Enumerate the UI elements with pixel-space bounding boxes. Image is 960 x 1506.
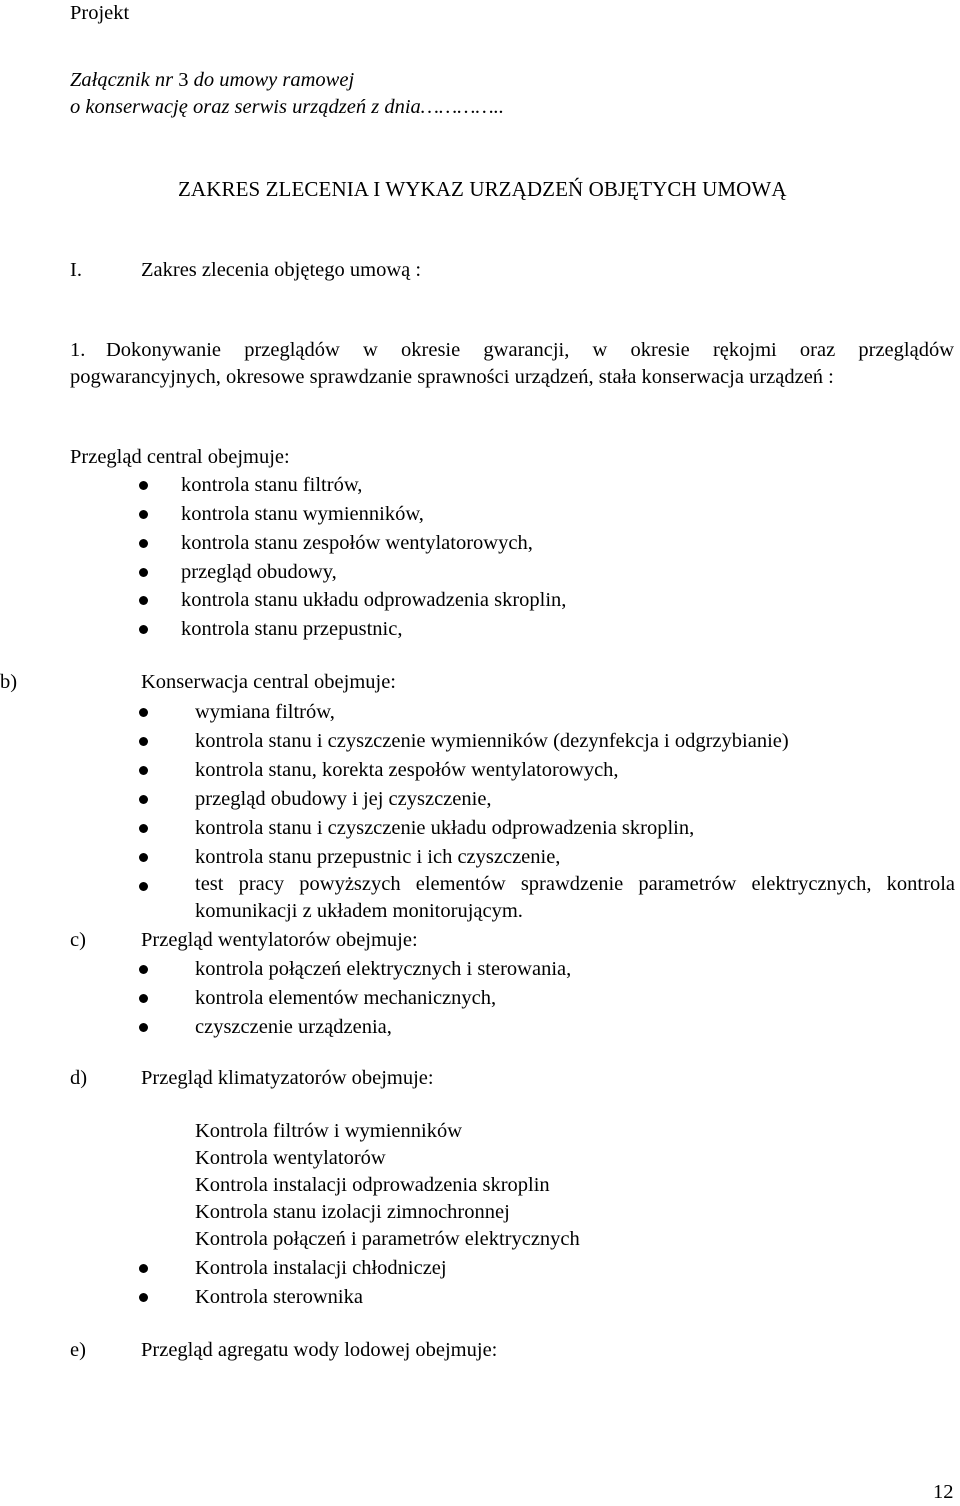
- section-heading: Zakres zlecenia objętego umową :: [141, 259, 422, 281]
- annex-label: Załącznik nr: [70, 69, 174, 91]
- section-label-e: e): [70, 1339, 86, 1361]
- bullet-icon: [139, 766, 148, 775]
- list-item: Kontrola stanu izolacji zimnochronnej: [195, 1201, 510, 1223]
- item-text-rest: pogwarancyjnych, okresowe sprawdzanie sprawności urządzeń, stała konserwacja urządzeń :: [70, 366, 834, 388]
- bullet-icon: [139, 568, 148, 577]
- list-item: kontrola stanu układu odprowadzenia skroplin,: [181, 589, 567, 611]
- bullet-icon: [139, 994, 148, 1003]
- page-number: 12: [933, 1481, 954, 1503]
- section-label-c: c): [70, 929, 86, 951]
- bullet-icon: [139, 737, 148, 746]
- section-label-d: d): [70, 1067, 88, 1089]
- list-item: przegląd obudowy i jej czyszczenie,: [195, 788, 492, 810]
- bullet-icon: [139, 596, 148, 605]
- document-title: ZAKRES ZLECENIA I WYKAZ URZĄDZEŃ OBJĘTYCH UMOWĄ: [178, 177, 787, 201]
- project-label: Projekt: [70, 2, 130, 24]
- annex-contract: do umowy ramowej: [193, 69, 355, 91]
- maintenance-heading: Konserwacja central obejmuje:: [141, 671, 396, 693]
- annex-line-2: o konserwację oraz serwis urządzeń z dnia…………..: [70, 96, 504, 118]
- list-item: wymiana filtrów,: [195, 701, 335, 723]
- list-item: czyszczenie urządzenia,: [195, 1016, 392, 1038]
- list-item: Kontrola sterownika: [195, 1286, 363, 1308]
- list-item: Kontrola wentylatorów: [195, 1147, 386, 1169]
- annex-line-1: [70, 67, 354, 94]
- air-conditioner-heading: Przegląd klimatyzatorów obejmuje:: [141, 1067, 434, 1089]
- list-item: kontrola stanu przepustnic i ich czyszczenie,: [195, 846, 561, 868]
- chiller-inspection-heading: Przegląd agregatu wody lodowej obejmuje:: [141, 1339, 498, 1361]
- item-number: 1.: [70, 339, 86, 361]
- list-item: kontrola stanu przepustnic,: [181, 618, 403, 640]
- list-item: kontrola stanu filtrów,: [181, 474, 363, 496]
- list-item: Kontrola filtrów i wymienników: [195, 1120, 463, 1142]
- bullet-icon: [139, 1264, 148, 1273]
- bullet-icon: [139, 708, 148, 717]
- list-item: test pracy powyższych elementów sprawdzenie parametrów elektrycznych, kontrola komunikacji z układem monitorującym.: [195, 873, 955, 922]
- list-item: przegląd obudowy,: [181, 561, 337, 583]
- list-item: kontrola stanu zespołów wentylatorowych,: [181, 532, 533, 554]
- section-label-b: b): [0, 671, 18, 693]
- fan-inspection-heading: Przegląd wentylatorów obejmuje:: [141, 929, 418, 951]
- list-item: Kontrola połączeń i parametrów elektrycznych: [195, 1228, 580, 1250]
- bullet-icon: [139, 824, 148, 833]
- bullet-icon: [139, 882, 148, 891]
- bullet-icon: [139, 1293, 148, 1302]
- list-item: kontrola stanu wymienników,: [181, 503, 424, 525]
- bullet-icon: [139, 481, 148, 490]
- list-item: kontrola stanu i czyszczenie wymienników (dezynfekcja i odgrzybianie): [195, 730, 789, 752]
- bullet-icon: [139, 625, 148, 634]
- central-inspection-heading: Przegląd central obejmuje:: [70, 446, 290, 468]
- bullet-icon: [139, 965, 148, 974]
- bullet-icon: [139, 1023, 148, 1032]
- list-item: kontrola stanu i czyszczenie układu odprowadzenia skroplin,: [195, 817, 695, 839]
- list-item: kontrola stanu, korekta zespołów wentylatorowych,: [195, 759, 619, 781]
- item-text-line-1: Dokonywanie przeglądów w okresie gwarancji, w okresie rękojmi oraz przeglądów: [106, 339, 954, 361]
- bullet-icon: [139, 853, 148, 862]
- list-item: Kontrola instalacji odprowadzenia skroplin: [195, 1174, 550, 1196]
- annex-number: 3: [173, 69, 194, 91]
- section-number: I.: [70, 259, 82, 281]
- list-item: Kontrola instalacji chłodniczej: [195, 1257, 447, 1279]
- bullet-icon: [139, 510, 148, 519]
- bullet-icon: [139, 539, 148, 548]
- list-item: kontrola połączeń elektrycznych i sterowania,: [195, 958, 572, 980]
- bullet-icon: [139, 795, 148, 804]
- list-item: kontrola elementów mechanicznych,: [195, 987, 497, 1009]
